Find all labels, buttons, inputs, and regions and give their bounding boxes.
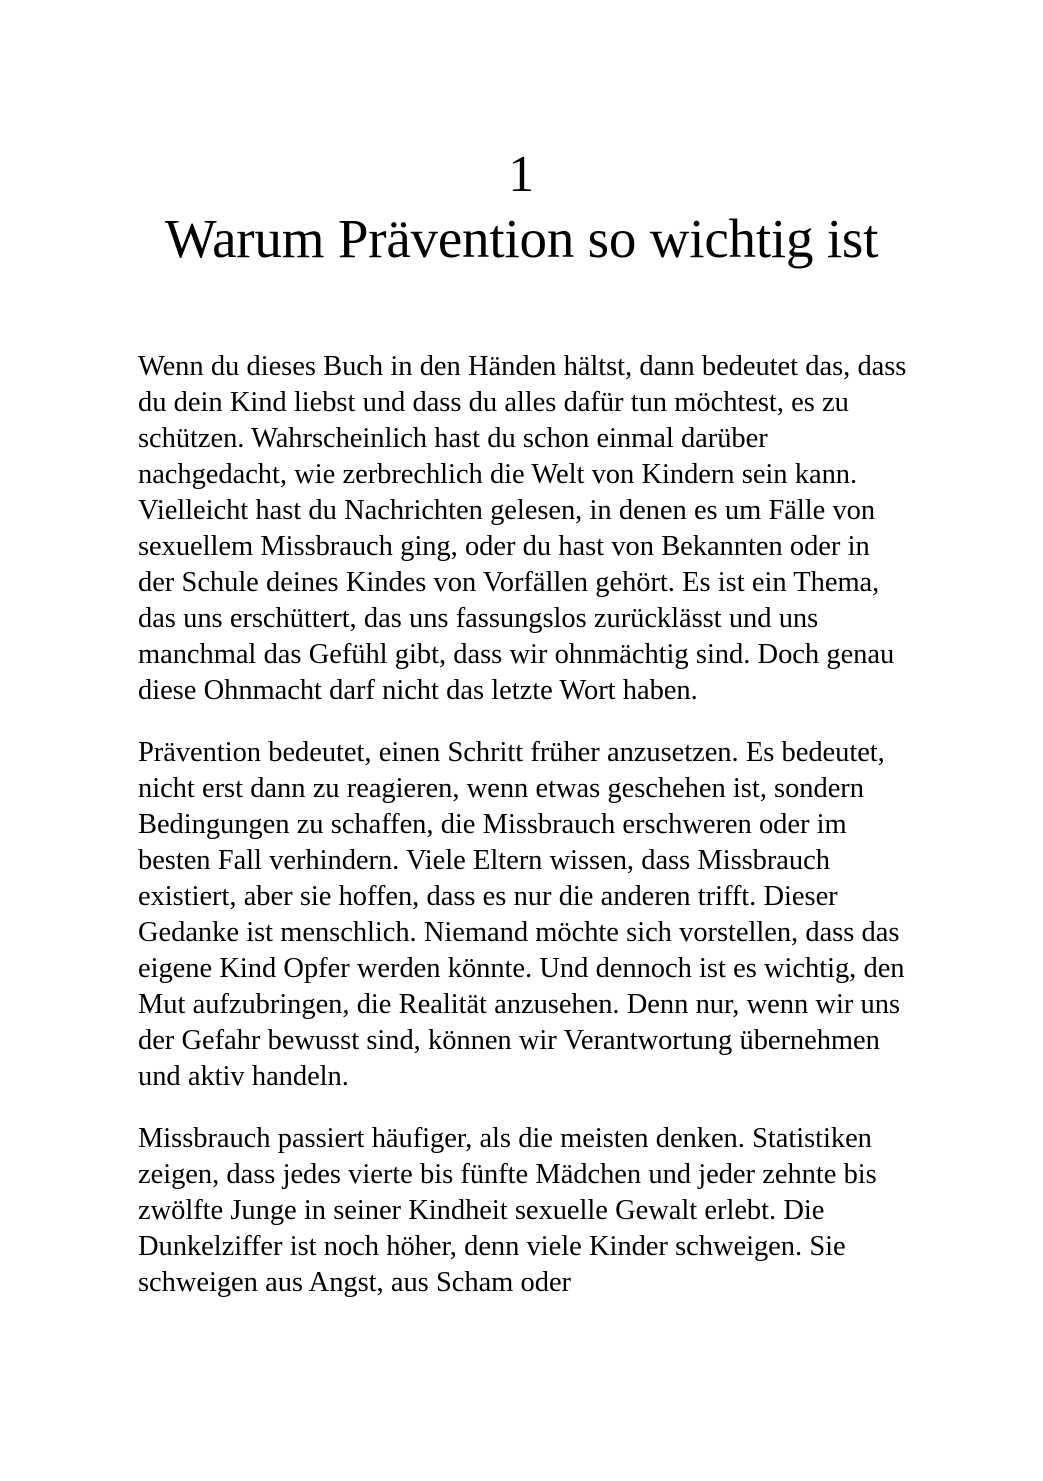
paragraph: Wenn du dieses Buch in den Händen hältst, dann bedeutet das, dass du dein Kind liebst und dass du alles dafür tun möchtest, es zu schützen. Wahrscheinlich hast du schon einmal darüber nachgedacht, wie zerbrechlich die Welt von Kindern sein kann. Vielleicht hast du Nachrichten gelesen, in denen es um Fälle von sexuellem Missbrauch ging, oder du hast von Bekannten oder in der Schule deines Kindes von Vorfällen gehört. Es ist ein Thema, das uns erschüttert, das uns fassungslos zurücklässt und uns manchmal das Gefühl gibt, dass wir ohnmächtig sind. Doch genau diese Ohnmacht darf nicht das letzte Wort haben. [138, 351, 907, 706]
chapter-number: 1 [508, 146, 535, 203]
paragraph: Missbrauch passiert häufiger, als die meisten denken. Statistiken zeigen, dass jedes vierte bis fünfte Mädchen und jeder zehnte bis zwölfte Junge in seiner Kindheit sexuelle Gewalt erlebt. Die Dunkelziffer ist noch höher, denn viele Kinder schweigen. Sie schweigen aus Angst, aus Scham oder [138, 1123, 877, 1298]
page-title: Warum Prävention so wichtig ist [164, 208, 879, 269]
paragraph: Prävention bedeutet, einen Schritt früher anzusetzen. Es bedeutet, nicht erst dann zu reagieren, wenn etwas geschehen ist, sondern Bedingungen zu schaffen, die Missbrauch erschweren oder im besten Fall verhindern. Viele Eltern wissen, dass Missbrauch existiert, aber sie hoffen, dass es nur die anderen trifft. Dieser Gedanke ist menschlich. Niemand möchte sich vorstellen, dass das eigene Kind Opfer werden könnte. Und dennoch ist es wichtig, den Mut aufzubringen, die Realität anzusehen. Denn nur, wenn wir uns der Gefahr bewusst sind, können wir Verantwortung übernehmen und aktiv handeln. [138, 737, 905, 1092]
chapter-header [0, 146, 1043, 307]
body-text-block [138, 349, 910, 1301]
